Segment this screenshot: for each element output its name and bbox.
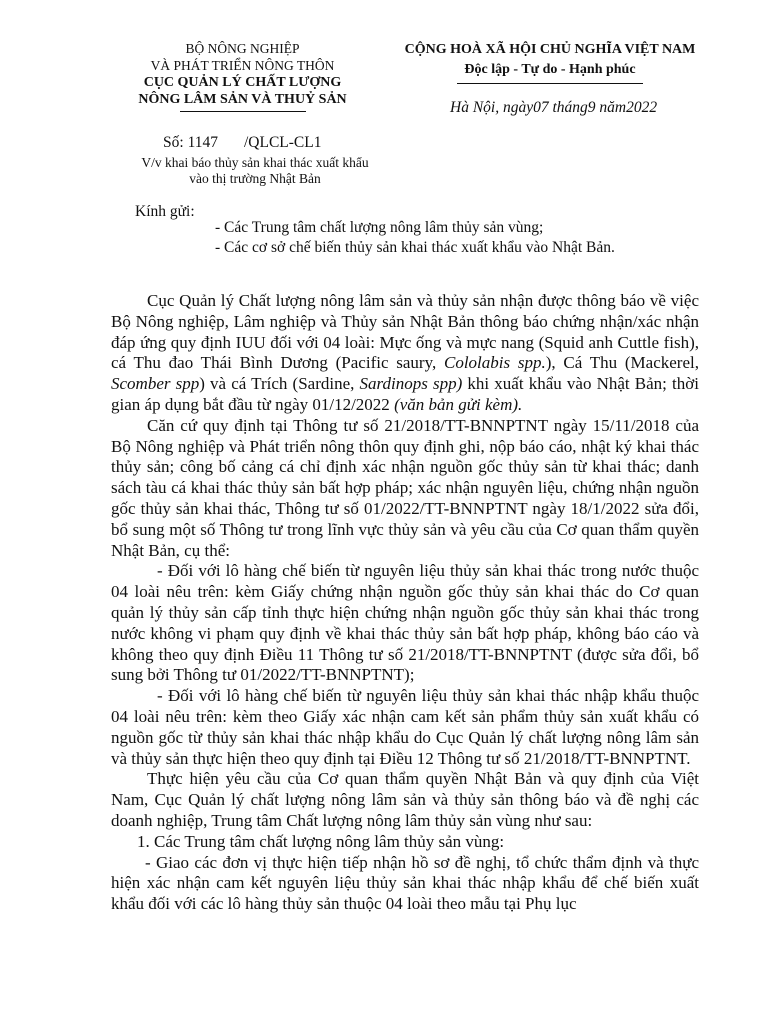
agency-underline xyxy=(180,111,306,112)
issuing-agency-block xyxy=(100,40,385,112)
body-paragraph-1: Cục Quản lý Chất lượng nông lâm sản và thủy sản nhận được thông báo về việc Bộ Nông nghiệp, Lâm nghiệp và Thủy sản Nhật Bản thông báo chứng nhận/xác nhận đáp ứng quy định IUU đối với 04 loài: Mực ống và mực nang (Squid anh Cuttle fish), cá Thu đao Thái Bình Dương (Pacific saury, Cololabis spp.), Cá Thu (Mackerel, Scomber spp) và cá Trích (Sardine, Sardinops spp) khi xuất khẩu vào Nhật Bản; thời gian áp dụng bắt đầu từ ngày 01/12/2022 (văn bản gửi kèm). xyxy=(111,291,699,414)
recipients-label: Kính gửi: xyxy=(135,203,195,220)
agency-line-1: CỤC QUẢN LÝ CHẤT LƯỢNG xyxy=(143,75,342,90)
letter-body xyxy=(111,291,699,915)
issue-date: Hà Nội, ngày07 tháng9 năm2022 xyxy=(450,99,658,116)
body-paragraph-7: - Giao các đơn vị thực hiện tiếp nhận hồ sơ đề nghị, tổ chức thẩm định và thực hiện xác nhận cam kết nguyên liệu thủy sản khai thác nhập khẩu để chế biến xuất khẩu đối với các lô hàng thủy sản thuộc 04 loài theo mẫu tại Phụ lục xyxy=(111,852,699,914)
subject-line-2: vào thị trường Nhật Bản xyxy=(189,171,321,186)
document-number xyxy=(163,134,322,152)
ministry-line-1: BỘ NÔNG NGHIỆP xyxy=(185,41,300,56)
document-number-value: 1147 xyxy=(187,134,218,151)
ministry-line-2: VÀ PHÁT TRIỂN NÔNG THÔN xyxy=(150,58,335,73)
motto-underline xyxy=(457,83,643,84)
body-paragraph-2: Căn cứ quy định tại Thông tư số 21/2018/TT-BNNPTNT ngày 15/11/2018 của Bộ Nông nghiệp và Phát triển nông thôn quy định ghi, nộp báo cáo, nhật ký khai thác thủy sản; công bố cảng cá chỉ định xác nhận nguồn gốc thủy sản từ khai thác; danh sách tàu cá khai thác thủy sản bất hợp pháp; xác nhận nguyên liệu, chứng nhận nguồn gốc thủy sản khai thác, Thông tư số 01/2022/TT-BNNPTNT ngày 18/1/2022 sửa đổi, bổ sung một số Thông tư trong lĩnh vực thủy sản và yêu cầu của Cơ quan thẩm quyền Nhật Bản, cụ thể: xyxy=(111,415,699,560)
subject-line xyxy=(110,155,400,187)
body-paragraph-6: 1. Các Trung tâm chất lượng nông lâm thủy sản vùng: xyxy=(137,831,505,851)
body-paragraph-3: - Đối với lô hàng chế biến từ nguyên liệu thủy sản khai thác trong nước thuộc 04 loài nêu trên: kèm Giấy chứng nhận nguồn gốc thủy sản khai thác do Cơ quan quản lý thủy sản cấp tỉnh thực hiện chứng nhận nguồn gốc thủy sản khai thác trong nước không vi phạm quy định về khai thác thủy sản bất hợp pháp, không báo cáo và không theo quy định Điều 11 Thông tư số 21/2018/TT-BNNPTNT (được sửa đổi, bổ sung bởi Thông tư 01/2022/TT-BNNPTNT); xyxy=(111,561,699,685)
document-number-prefix: Số: xyxy=(163,134,184,151)
national-title-block xyxy=(380,40,720,84)
body-paragraph-4: - Đối với lô hàng chế biến từ nguyên liệu thủy sản khai thác nhập khẩu thuộc 04 loài nêu trên: kèm theo Giấy xác nhận cam kết sản phẩm thủy sản xuất khẩu có nguồn gốc từ thủy sản khai thác nhập khẩu do Cục Quản lý chất lượng nông lâm sản và thủy sản thực hiện theo quy định tại Điều 12 Thông tư số 21/2018/TT-BNNPTNT. xyxy=(111,686,699,768)
recipients-list xyxy=(215,218,615,258)
document-number-code: /QLCL-CL1 xyxy=(244,134,322,151)
nation-title: CỘNG HOÀ XÃ HỘI CHỦ NGHĨA VIỆT NAM xyxy=(404,42,696,57)
agency-line-2: NÔNG LÂM SẢN VÀ THUỶ SẢN xyxy=(138,92,347,107)
recipient-item: - Các Trung tâm chất lượng nông lâm thủy sản vùng; xyxy=(215,219,544,236)
body-paragraph-5: Thực hiện yêu cầu của Cơ quan thẩm quyền Nhật Bản và quy định của Việt Nam, Cục Quản lý chất lượng nông lâm sản và thủy sản thông báo và đề nghị các doanh nghiệp, Trung tâm Chất lượng nông lâm thủy sản vùng như sau: xyxy=(111,769,699,830)
subject-line-1: V/v khai báo thủy sản khai thác xuất khẩu xyxy=(141,155,369,170)
national-motto: Độc lập - Tự do - Hạnh phúc xyxy=(464,62,636,77)
recipient-item: - Các cơ sở chế biến thủy sản khai thác xuất khẩu vào Nhật Bản. xyxy=(215,239,615,256)
